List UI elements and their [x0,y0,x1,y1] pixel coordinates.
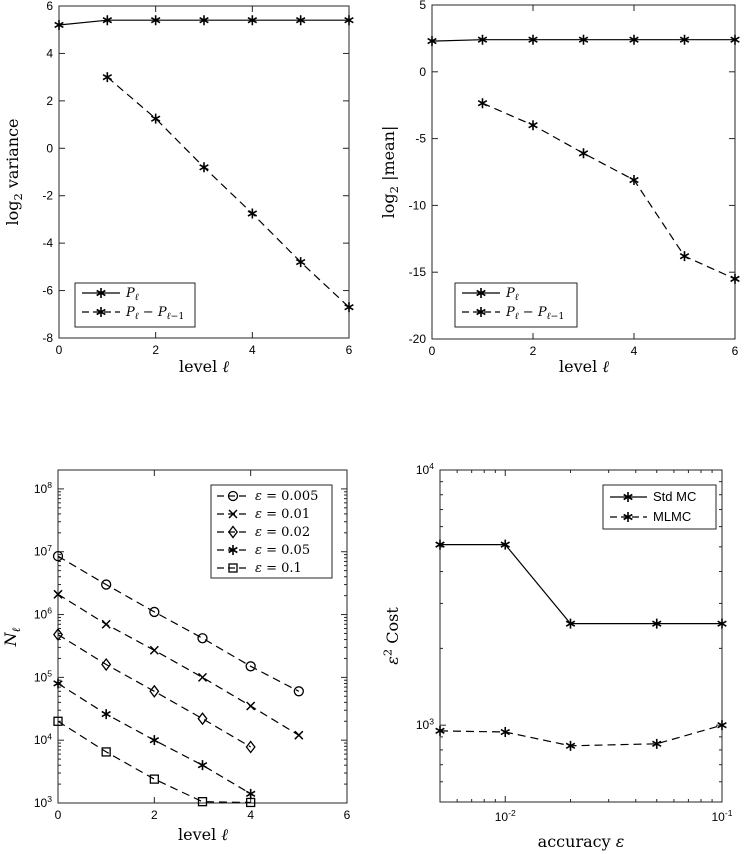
x-tick-label: 2 [152,343,160,357]
series-P- [55,15,354,30]
x-tick-label: 4 [248,343,256,357]
series-Std-MC [436,540,727,629]
legend-label: ε = 0.02 [255,525,311,540]
legend-label: ε = 0.005 [255,489,319,504]
y-tick-label: $10^5$ [33,668,52,685]
asterisk-marker [731,274,740,284]
y-tick-label: $10^3$ [33,794,52,810]
series-line [58,721,251,802]
y-tick-label: 2 [46,93,53,108]
x-tick-label: 0 [428,344,436,358]
y-tick-label: 5 [419,0,426,12]
x-tick-label: 2 [150,808,158,822]
legend-label: $P_\ell - P_\ell-1$ [506,305,565,323]
x-tick-label: 4 [247,808,255,822]
asterisk-marker [248,209,257,219]
y-tick-label: -4 [42,236,53,251]
y-axis-label: $N_\ell$ [1,627,23,647]
y-tick-label: $10^7$ [33,542,52,559]
legend-label: $P_\ell$ [506,286,519,304]
series-line [440,545,722,624]
x-tick-label: 6 [343,808,351,822]
series-line [483,103,736,279]
series-line [107,77,349,307]
x-marker [247,702,255,710]
y-tick-label: $10^6$ [33,605,52,622]
series-MLMC [436,720,727,751]
diamond-marker [198,713,206,724]
circle-marker [294,687,303,696]
series-line [58,594,299,735]
y-tick-label: $10^3$ [415,716,434,733]
series--0.1 [54,717,255,806]
y-tick-label: 0 [46,141,53,156]
x-tick-label: 4 [630,344,638,358]
legend-label: Std MC [653,489,697,504]
series-line [440,725,722,746]
y-tick-label: $10^8$ [33,480,52,496]
asterisk-marker [54,678,63,688]
y-axis-label: $\log_2$ |mean| [379,125,401,219]
x-axis-label: accuracy ε [537,832,625,851]
square-marker [199,798,207,806]
x-marker [102,620,110,628]
x-tick-label: 2 [529,344,537,358]
y-tick-label: $10^4$ [415,461,434,477]
x-axis-label: level ℓ [179,357,229,376]
x-tick-label: 6 [731,344,739,358]
asterisk-marker [198,760,207,770]
y-axis-label: $\log_2$ variance [3,118,25,226]
y-tick-label: 6 [46,0,53,13]
y-tick-label: -5 [415,131,426,146]
legend [603,485,716,529]
asterisk-marker [680,251,689,261]
y-tick-label: 0 [419,64,426,79]
y-axis-label: $\varepsilon^2$ Cost [380,607,402,665]
chart-log2-mean [379,0,739,376]
y-tick-label: -20 [408,332,426,346]
x-tick-label: $10^{-1}$ [711,808,733,824]
asterisk-marker [150,735,159,745]
y-tick-label: -8 [42,331,53,345]
legend-label: $P_\ell - P_\ell-1$ [126,305,185,323]
y-tick-label: -10 [408,198,426,213]
y-tick-label: -2 [42,188,53,203]
series-P- [428,35,740,46]
x-tick-label: 6 [345,343,353,357]
series--0.01 [54,590,303,739]
x-marker [295,731,303,739]
legend-label: ε = 0.05 [255,543,311,558]
y-tick-label: $10^4$ [33,731,52,748]
legend-label: ε = 0.1 [255,561,302,576]
y-tick-label: -15 [408,265,426,280]
legend-label: MLMC [653,509,692,524]
x-marker [199,673,207,681]
x-tick-label: $10^{-2}$ [494,808,516,824]
legend [75,283,195,327]
asterisk-marker [478,98,487,108]
circle-marker [198,634,207,643]
asterisk-marker [102,709,111,719]
x-tick-label: 0 [55,343,63,357]
y-tick-label: 4 [46,46,53,61]
series--0.02 [54,629,255,752]
x-marker [150,646,158,654]
legend [455,283,577,327]
square-marker [150,775,158,783]
series-P-P-1- [103,72,353,312]
y-tick-label: -6 [42,283,53,298]
legend-label: ε = 0.01 [255,507,311,522]
asterisk-marker [579,148,588,158]
asterisk-marker [103,72,112,82]
x-axis-label: level ℓ [559,357,609,376]
chart-cost-vs-accuracy [381,461,733,851]
chart-log2-variance [3,0,353,376]
legend [211,485,332,578]
series-P-P-1- [478,98,739,284]
asterisk-marker [246,789,255,799]
series-line [58,635,251,747]
asterisk-marker [529,120,538,130]
chart-samples-per-level [1,470,351,844]
legend-label: $P_\ell$ [126,286,139,304]
x-tick-label: 0 [54,808,62,822]
x-axis-label: level ℓ [178,825,228,844]
